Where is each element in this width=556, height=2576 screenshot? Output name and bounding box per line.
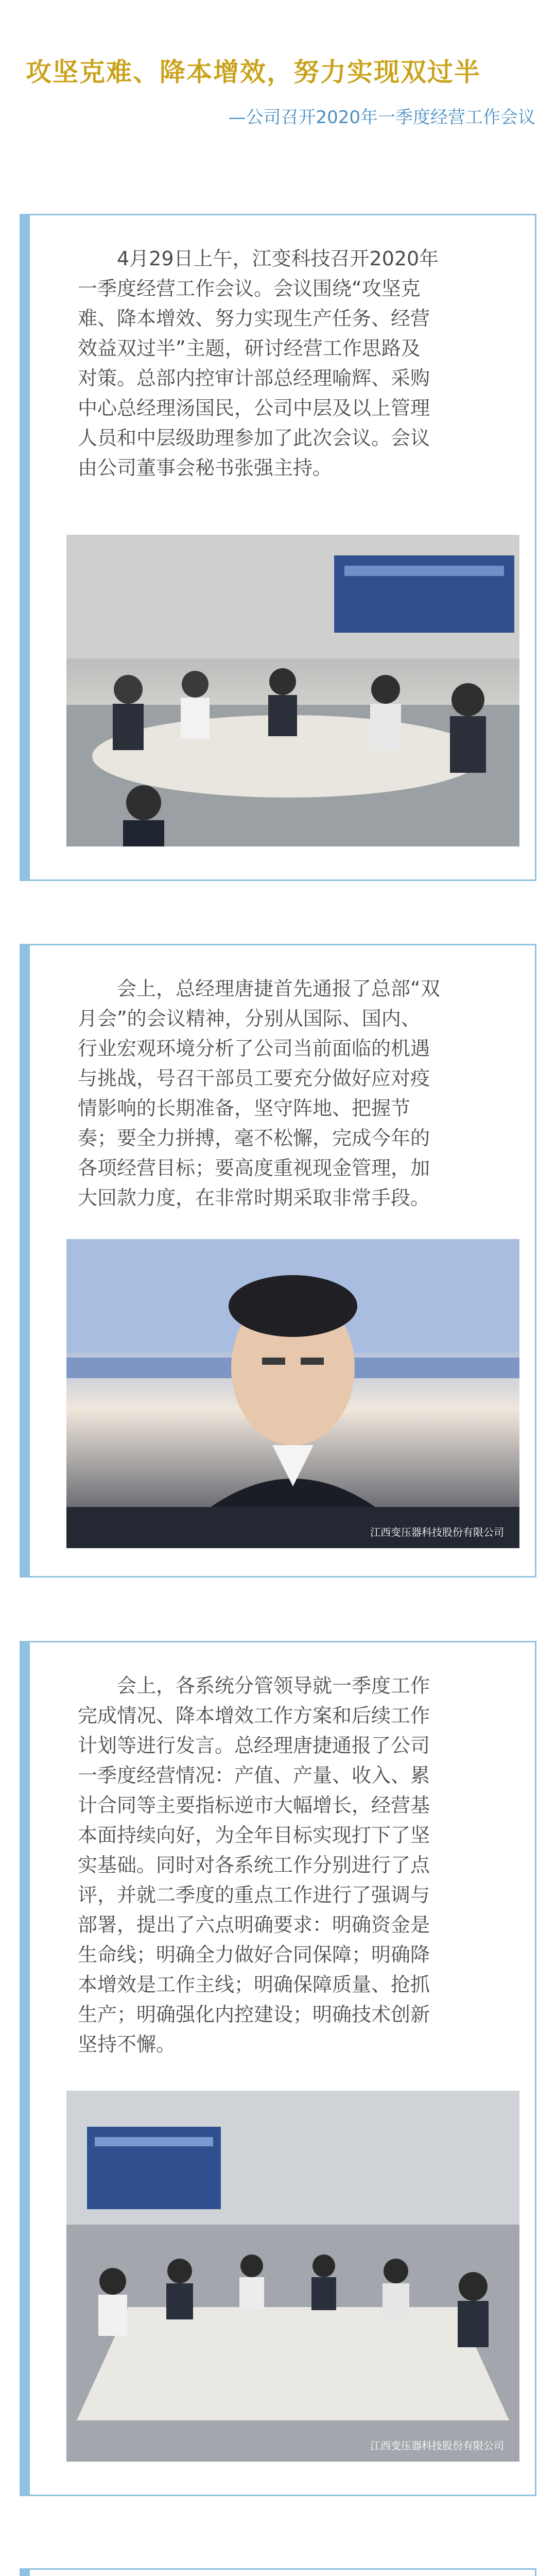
text-line: 部署，提出了六点明确要求：明确资金是	[78, 1913, 430, 1936]
text-line: 评，并就二季度的重点工作进行了强调与	[78, 1884, 430, 1906]
text-line: 各项经营目标；要高度重视现金管理，加	[78, 1157, 430, 1179]
text-line: 大回款力度，在非常时期采取非常手段。	[78, 1187, 430, 1209]
text-line: 效益双过半”主题，研讨经营工作思路及	[78, 337, 421, 360]
text-line: 一季度经营情况：产值、产量、收入、累	[78, 1764, 430, 1787]
text-line: 计划等进行发言。总经理唐捷通报了公司	[78, 1734, 430, 1757]
text-line: 会上，总经理唐捷首先通报了总部“双	[117, 977, 440, 1000]
section-card-4	[20, 2568, 536, 2576]
card-body	[37, 2570, 535, 2576]
card-accent-bar	[20, 1642, 30, 2495]
text-line: 由公司董事会秘书张强主持。	[78, 456, 333, 479]
text-line: 本增效是工作主线；明确保障质量、抢抓	[78, 1973, 430, 1996]
conference-room-image	[66, 2091, 519, 2462]
card-body	[37, 215, 535, 879]
text-line: 与挑战，号召干部员工要充分做好应对疫	[78, 1067, 430, 1090]
section-3-text	[78, 1671, 520, 2059]
photo-caption: 江西变压器科技股份有限公司	[370, 2439, 504, 2452]
text-line: 计合同等主要指标逆市大幅增长，经营基	[78, 1794, 430, 1817]
text-line: 对策。总部内控审计部总经理喻辉、采购	[78, 367, 430, 389]
text-line: 会上，各系统分管领导就一季度工作	[117, 1674, 430, 1697]
text-line: 坚持不懈。	[78, 2033, 176, 2056]
text-line: 实基础。同时对各系统工作分别进行了点	[78, 1854, 430, 1876]
article-subtitle: —公司召开2020年一季度经营工作会议	[228, 107, 535, 128]
card-body	[37, 1642, 535, 2495]
text-line: 中心总经理汤国民，公司中层及以上管理	[78, 397, 430, 419]
text-line: 月会”的会议精神，分别从国际、国内、	[78, 1007, 421, 1030]
article-title: 攻坚克难、降本增效，努力实现双过半	[26, 57, 481, 87]
text-line: 生命线；明确全力做好合同保障；明确降	[78, 1943, 430, 1966]
section-2-photo	[66, 1239, 519, 1548]
photo-caption: 江西变压器科技股份有限公司	[370, 1526, 504, 1538]
text-line: 行业宏观环境分析了公司当前面临的机遇	[78, 1037, 430, 1060]
text-line: 本面持续向好，为全年目标实现打下了坚	[78, 1824, 430, 1846]
text-line: 难、降本增效、努力实现生产任务、经营	[78, 307, 430, 330]
text-line: 奏；要全力拼搏，毫不松懈，完成今年的	[78, 1127, 430, 1149]
text-line: 生产；明确强化内控建设；明确技术创新	[78, 2003, 430, 2026]
text-line: 完成情况、降本增效工作方案和后续工作	[78, 1704, 430, 1727]
section-card-1	[20, 214, 536, 881]
section-card-2	[20, 944, 536, 1578]
speaker-portrait-image	[66, 1239, 519, 1548]
card-body	[37, 945, 535, 1576]
section-3-photo	[66, 2091, 519, 2462]
text-line: 一季度经营工作会议。会议围绕“攻坚克	[78, 277, 421, 300]
text-line: 情影响的长期准备，坚守阵地、把握节	[78, 1097, 411, 1120]
card-accent-bar	[20, 2570, 30, 2576]
text-line: 人员和中层级助理参加了此次会议。会议	[78, 427, 430, 449]
section-card-3	[20, 1641, 536, 2496]
card-accent-bar	[20, 945, 30, 1576]
section-1-text	[78, 244, 520, 483]
text-line: 4月29日上午，江变科技召开2020年	[117, 247, 439, 270]
office-meeting-image	[66, 535, 519, 846]
card-accent-bar	[20, 215, 30, 879]
section-2-text	[78, 974, 520, 1213]
section-1-photo	[66, 535, 519, 846]
